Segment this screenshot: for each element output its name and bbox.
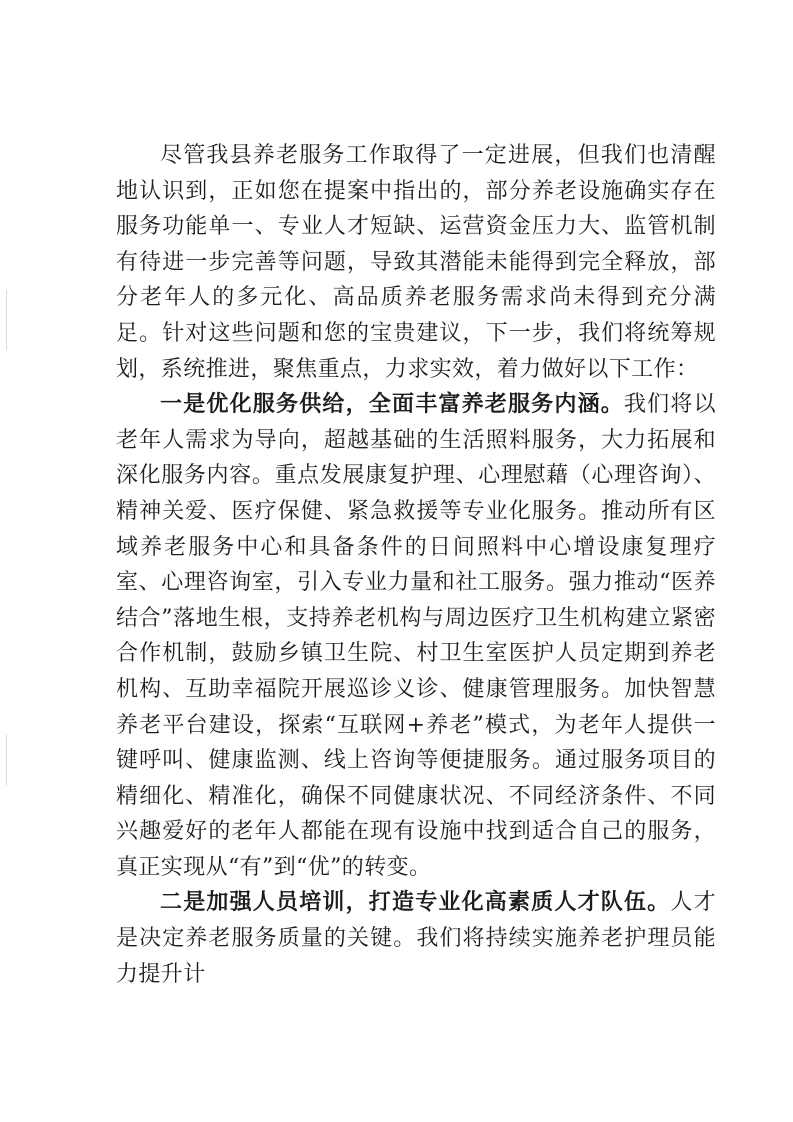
scan-margin-mark <box>6 735 7 785</box>
paragraph-lead: 二是加强人员培训，打造专业化高素质人才队伍。 <box>160 889 671 916</box>
paragraph-text: 尽管我县养老服务工作取得了一定进展，但我们也清醒地认识到，正如您在提案中指出的，部分养老设施确实存在服务功能单一、专业人才短缺、运营资金压力大、监管机制有待进一步完善等问题，导致其潜能未能得到完全释放，部分老年人的多元化、高品质养老服务需求尚未得到充分满足。针对这些问题和您的宝贵建议，下一步，我们将统筹规划，系统推进，聚焦重点，力求实效，着力做好以下工作： <box>116 143 716 382</box>
document-body <box>116 138 716 992</box>
paragraph-intro <box>116 138 716 387</box>
paragraph-staff-training <box>116 885 716 992</box>
paragraph-text: 人才是决定养老服务质量的关键。我们将持续实施养老护理员能力提升计 <box>116 890 716 987</box>
scan-margin-mark <box>6 290 7 350</box>
paragraph-service-supply <box>116 387 716 885</box>
paragraph-lead: 一是优化服务供给，全面丰富养老服务内涵。 <box>160 391 624 418</box>
paragraph-text: 我们将以老年人需求为导向，超越基础的生活照料服务，大力拓展和深化服务内容。重点发展康复护理、心理慰藉（心理咨询）、精神关爱、医疗保健、紧急救援等专业化服务。推动所有区域养老服务中心和具备条件的日间照料中心增设康复理疗室、心理咨询室，引入专业力量和社工服务。强力推动“医养结合”落地生根，支持养老机构与周边医疗卫生机构建立紧密合作机制，鼓励乡镇卫生院、村卫生室医护人员定期到养老机构、互助幸福院开展巡诊义诊、健康管理服务。加快智慧养老平台建设，探索“互联网+养老”模式，为老年人提供一键呼叫、健康监测、线上咨询等便捷服务。通过服务项目的精细化、精准化，确保不同健康状况、不同经济条件、不同兴趣爱好的老年人都能在现有设施中找到适合自己的服务，真正实现从“有”到“优”的转变。 <box>116 392 716 880</box>
